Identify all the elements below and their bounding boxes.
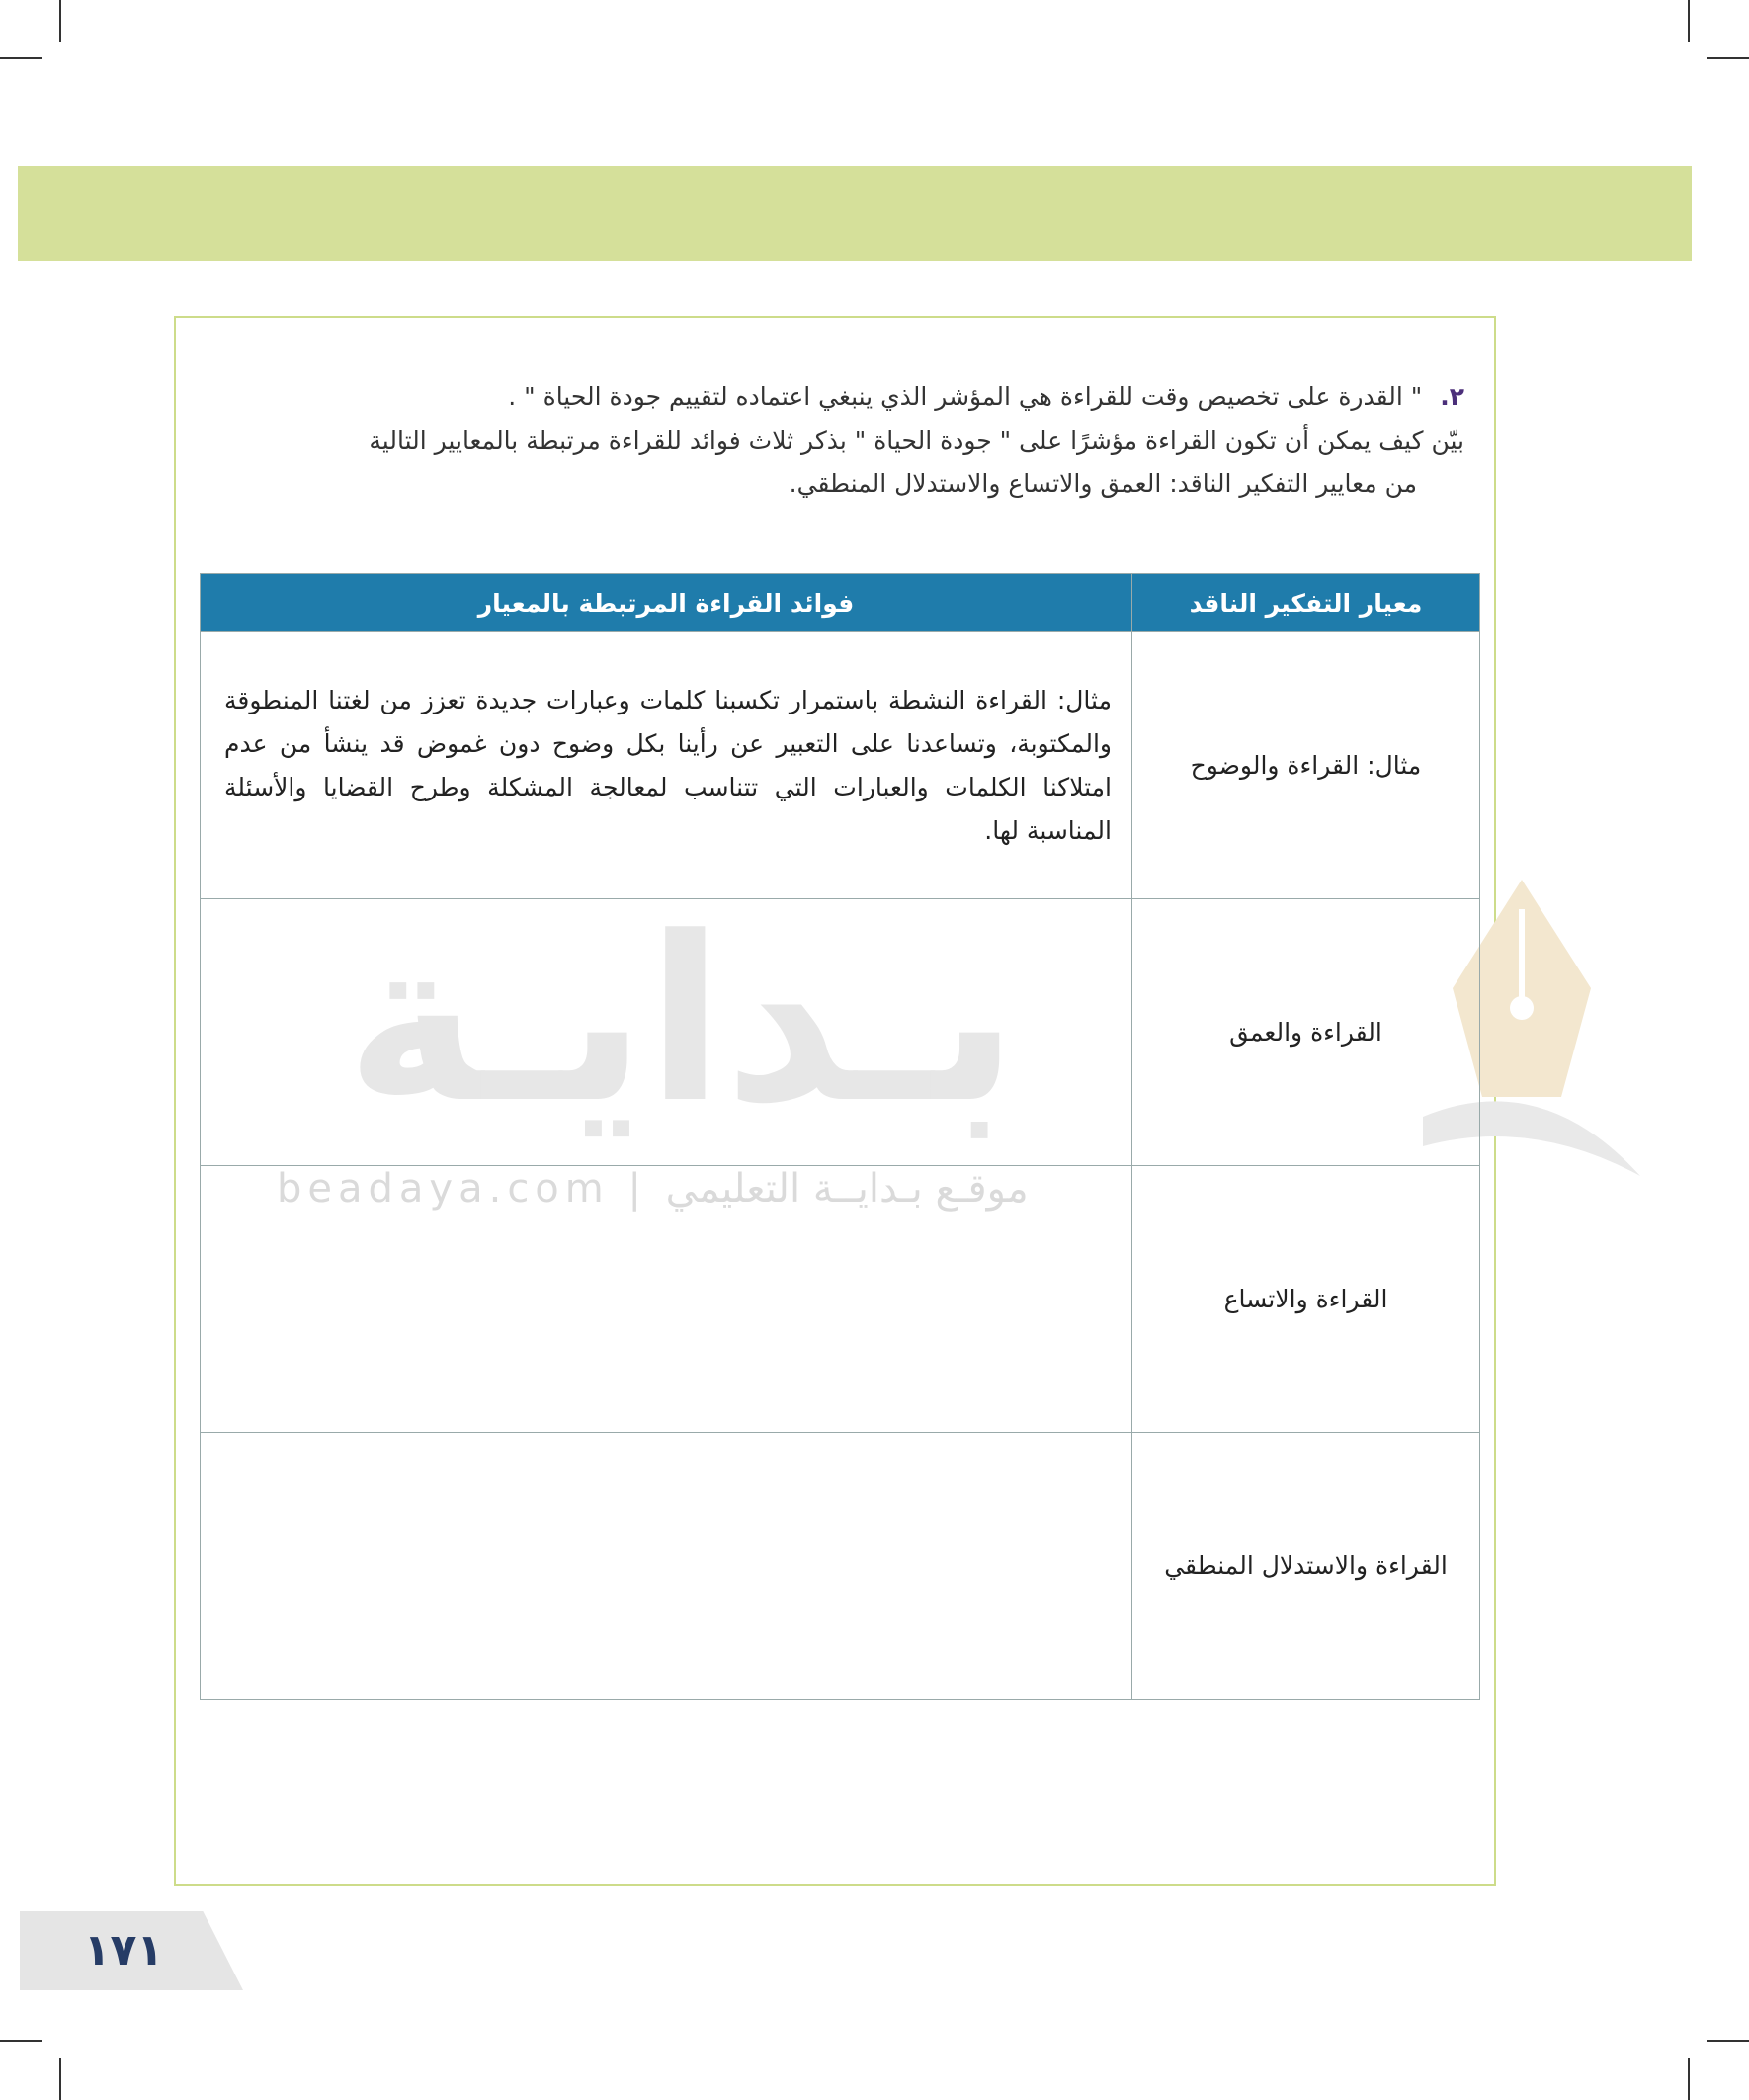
- header-benefits: فوائد القراءة المرتبطة بالمعيار: [201, 574, 1132, 632]
- criterion-cell: مثال: القراءة والوضوح: [1132, 632, 1480, 899]
- table-header-row: [201, 574, 1480, 632]
- watermark-tagline: beadaya.com | موقـع بـدايــة التعليمي: [277, 1166, 1029, 1212]
- criterion-cell: القراءة والاستدلال المنطقي: [1132, 1433, 1480, 1700]
- question-instruction-continued: من معايير التفكير الناقد: العمق والاتساع والاستدلال المنطقي.: [789, 469, 1417, 498]
- benefit-answer-field[interactable]: [201, 899, 1132, 1166]
- crop-mark: [1688, 2058, 1690, 2100]
- crop-mark: [0, 2040, 42, 2042]
- crop-mark: [0, 57, 42, 59]
- question-number: ٢.: [1440, 382, 1464, 411]
- benefit-answer-field[interactable]: [201, 1166, 1132, 1433]
- header-band: [18, 166, 1692, 261]
- table-row: [201, 1166, 1480, 1433]
- benefit-cell: مثال: القراءة النشطة باستمرار تكسبنا كلمات وعبارات جديدة تعزز من لغتنا المنطوقة والمكتوبة، وتساعدنا على التعبير عن رأينا بكل وضوح دون غموض قد ينشأ من عدم امتلاكنا الكلمات والعبارات التي تتناسب لمعالجة المشكلة وطرح القضايا والأسئلة المناسبة لها.: [201, 632, 1132, 899]
- watermark-brand: بـدايـة: [345, 889, 1019, 1153]
- crop-mark: [59, 2058, 61, 2100]
- criterion-cell: القراءة والعمق: [1132, 899, 1480, 1166]
- question-instruction: بيّن كيف يمكن أن تكون القراءة مؤشرًا على " جودة الحياة " بذكر ثلاث فوائد للقراءة مرتبطة بالمعايير التالية: [369, 426, 1464, 455]
- crop-mark: [1707, 57, 1749, 59]
- table-row: [201, 632, 1480, 899]
- crop-mark: [1707, 2040, 1749, 2042]
- criteria-table: [200, 573, 1480, 1700]
- crop-mark: [1688, 0, 1690, 42]
- header-criterion: معيار التفكير الناقد: [1132, 574, 1480, 632]
- question-block: [198, 376, 1464, 506]
- page-number: ١٧١: [83, 1925, 164, 1975]
- table-row: [201, 1433, 1480, 1700]
- benefit-answer-field[interactable]: [201, 1433, 1132, 1700]
- table-row: [201, 899, 1480, 1166]
- criterion-cell: القراءة والاتساع: [1132, 1166, 1480, 1433]
- crop-mark: [59, 0, 61, 42]
- question-statement: " القدرة على تخصيص وقت للقراءة هي المؤشر الذي ينبغي اعتماده لتقييم جودة الحياة " .: [508, 382, 1423, 411]
